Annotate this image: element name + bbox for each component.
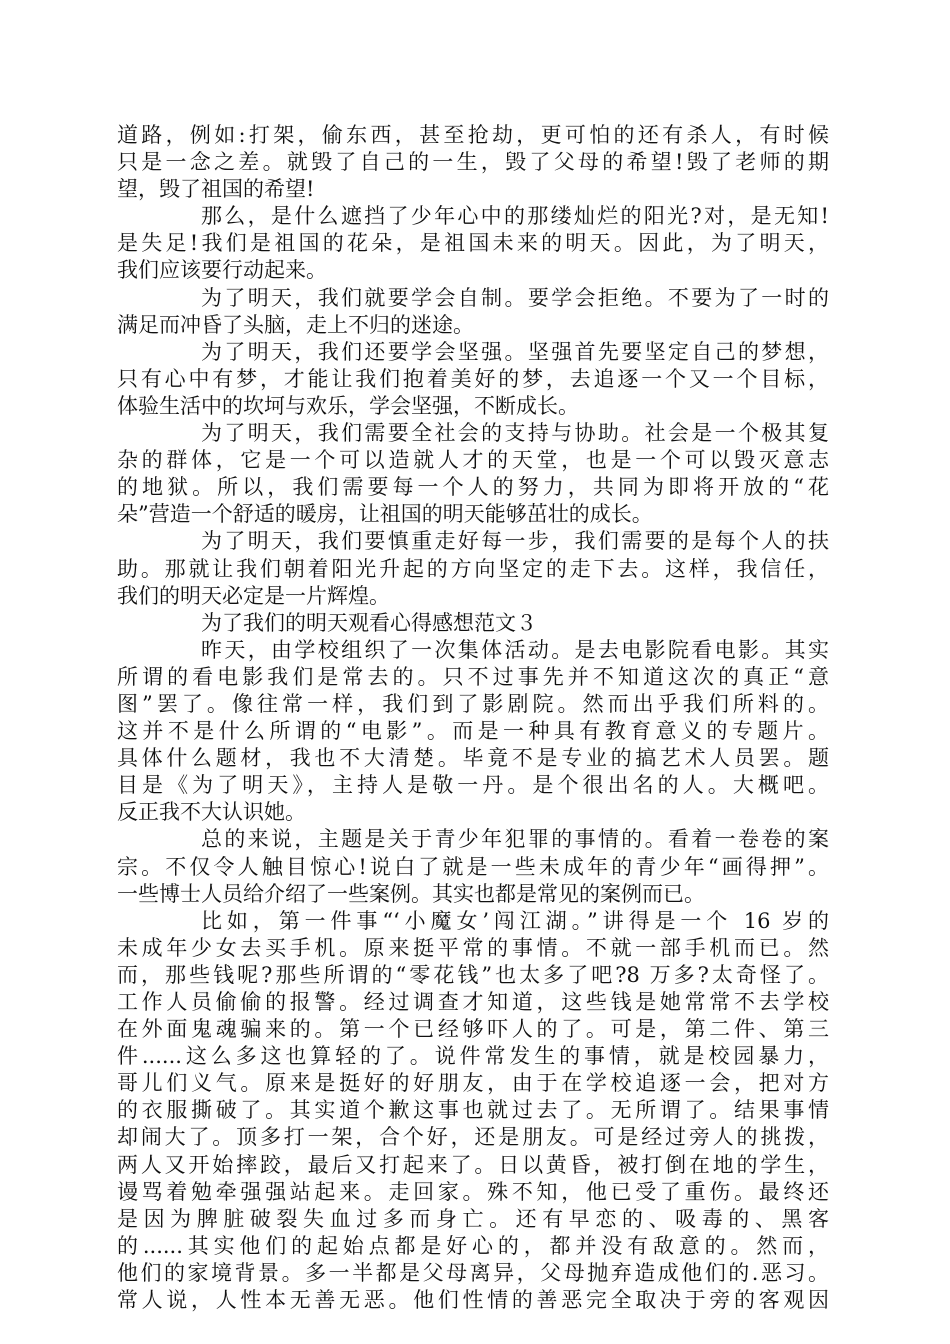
text-line: 哥儿们义气。原来是挺好的好朋友，由于在学校追逐一会，把对方 [117,1071,829,1096]
text-line: 满足而冲昏了头脑，走上不归的迷途。 [117,312,474,337]
text-line: 两人又开始摔跤，最后又打起来了。日以黄昏，被打倒在地的学生， [117,1152,829,1177]
text-line: 的衣服撕破了。其实道个歉这事也就过去了。无所谓了。结果事情 [117,1098,829,1123]
paragraph-first-line: 为了明天，我们需要全社会的支持与协助。社会是一个极其复 [201,421,829,446]
text-line: 一些博士人员给介绍了一些案例。其实也都是常见的案例而已。 [117,881,705,906]
text-line: 反正我不大认识她。 [117,800,306,825]
text-line: 道路，例如:打架，偷东西，甚至抢劫，更可怕的还有杀人，有时候 [117,123,829,147]
text-line: 目是《为了明天》，主持人是敬一丹。是个很出名的人。大概吧。 [117,773,829,798]
text-line: 是因为脾脏破裂失血过多而身亡。还有早恋的、吸毒的、黑客 [117,1206,829,1231]
text-line: 所谓的看电影我们是常去的。只不过事先并不知道这次的真正“意 [117,664,829,689]
paragraph-first-line: 为了明天，我们还要学会坚强。坚强首先要坚定自己的梦想， [201,339,829,364]
text-line: 图”罢了。像往常一样，我们到了影剧院。然而出乎我们所料的。 [117,691,829,716]
paragraph-first-line: 为了明天，我们要慎重走好每一步，我们需要的是每个人的扶 [201,529,829,554]
text-line: 是失足!我们是祖国的花朵，是祖国未来的明天。因此，为了明天， [117,231,829,256]
text-line: 这并不是什么所谓的“电影”。而是一种具有教育意义的专题片。 [117,719,829,744]
text-line: 的地狱。所以，我们需要每一个人的努力，共同为即将开放的“花 [117,475,829,500]
text-line: 望，毁了祖国的希望! [117,177,315,202]
text-line: 的......其实他们的起始点都是好心的，都并没有敌意的。然而， [117,1233,829,1258]
text-line: 杂的群体，它是一个可以造就人才的天堂，也是一个可以毁灭意志 [117,448,829,473]
text-line: 谩骂着勉牵强强站起来。走回家。殊不知，他已受了重伤。最终还 [117,1179,829,1204]
text-line: 却闹大了。顶多打一架，合个好，还是朋友。可是经过旁人的挑拨， [117,1125,829,1150]
text-line: 朵”营造一个舒适的暖房，让祖国的明天能够茁壮的成长。 [117,502,653,527]
text-line: 只有心中有梦，才能让我们抱着美好的梦，去追逐一个又一个目标， [117,366,829,391]
text-line: 他们的家境背景。多一半都是父母离异，父母抛弃造成他们的.恶习。 [117,1260,829,1285]
text-line: 常人说，人性本无善无恶。他们性情的善恶完全取决于旁的客观因 [117,1288,829,1313]
text-line: 体验生活中的坎坷与欢乐，学会坚强，不断成长。 [117,393,579,418]
text-line: 件......这么多这也算轻的了。说件常发生的事情，就是校园暴力， [117,1044,829,1069]
text-line: 我们应该要行动起来。 [117,258,327,283]
text-line: 宗。不仅令人触目惊心!说白了就是一些未成年的青少年“画得押”。 [117,854,829,879]
text-line: 助。那就让我们朝着阳光升起的方向坚定的走下去。这样，我信任， [117,556,829,581]
section-heading: 为了我们的明天观看心得感想范文３ [201,610,537,635]
paragraph-first-line: 总的来说，主题是关于青少年犯罪的事情的。看着一卷卷的案 [201,827,829,852]
text-line: 我们的明天必定是一片辉煌。 [117,583,390,608]
text-line: 而，那些钱呢?那些所谓的“零花钱”也太多了吧?8 万多?太奇怪了。 [117,962,829,987]
text-line: 具体什么题材，我也不大清楚。毕竟不是专业的搞艺术人员罢。题 [117,746,829,771]
paragraph-first-line: 昨天，由学校组织了一次集体活动。是去电影院看电影。其实 [201,637,829,662]
paragraph-first-line: 比如，第一件事“‘小魔女’闯江湖。”讲得是一个 16 岁的 [201,908,829,933]
text-line: 在外面鬼魂骗来的。第一个已经够吓人的了。可是，第二件、第三 [117,1017,829,1042]
document-body [117,122,829,1314]
text-line: 工作人员偷偷的报警。经过调查才知道，这些钱是她常常不去学校 [117,990,829,1014]
text-line: 未成年少女去买手机。原来挺平常的事情。不就一部手机而已。然 [117,935,829,960]
paragraph-first-line: 为了明天，我们就要学会自制。要学会拒绝。不要为了一时的 [201,285,829,310]
text-line: 只是一念之差。就毁了自己的一生，毁了父母的希望!毁了老师的期 [117,150,829,175]
paragraph-first-line: 那么，是什么遮挡了少年心中的那缕灿烂的阳光?对，是无知! [201,204,829,229]
